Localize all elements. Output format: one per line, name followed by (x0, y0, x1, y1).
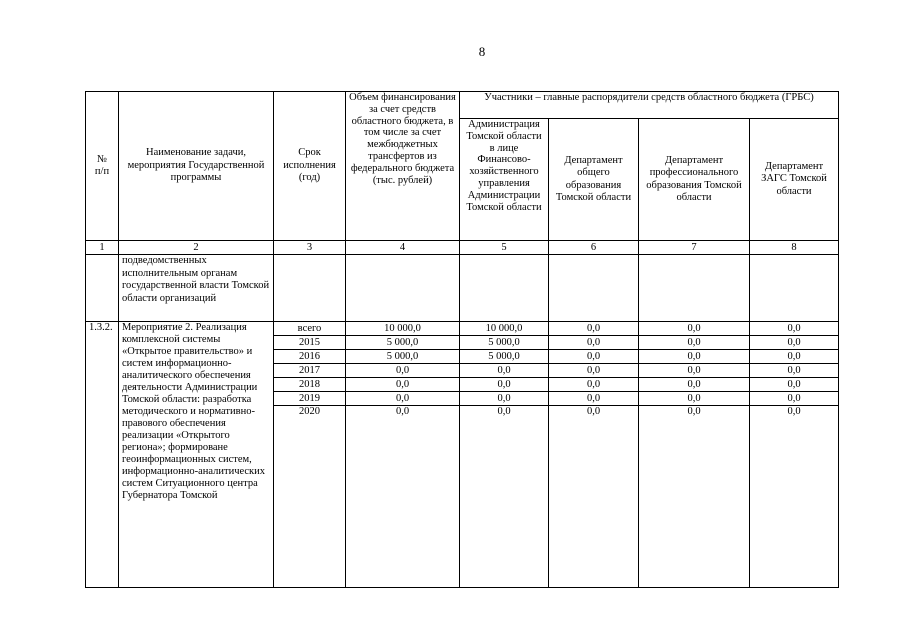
funding-cell: 5 000,0 (346, 350, 460, 364)
year-cell: всего (274, 322, 346, 336)
funding-cell: 0,0 (346, 364, 460, 378)
continuation-row (86, 255, 839, 322)
column-number: 5 (460, 241, 549, 255)
header-participant-zags: Департамент ЗАГС Томской области (750, 119, 839, 241)
header-name: Наименование задачи, мероприятия Государственной программы (119, 92, 274, 241)
year-cell: 2020 (274, 406, 346, 588)
page-number: 8 (478, 44, 486, 59)
p2-cell: 0,0 (549, 378, 639, 392)
p4-cell: 0,0 (750, 322, 839, 336)
funding-cell: 10 000,0 (346, 322, 460, 336)
p2-cell: 0,0 (549, 364, 639, 378)
funding-cell: 0,0 (346, 392, 460, 406)
p1-cell: 0,0 (460, 392, 549, 406)
funding-cell: 0,0 (346, 378, 460, 392)
p4-cell: 0,0 (750, 378, 839, 392)
column-number: 2 (119, 241, 274, 255)
p3-cell: 0,0 (639, 406, 750, 588)
p2-cell: 0,0 (549, 392, 639, 406)
year-cell: 2017 (274, 364, 346, 378)
p1-cell: 5 000,0 (460, 350, 549, 364)
p2-cell: 0,0 (549, 406, 639, 588)
column-number: 4 (346, 241, 460, 255)
header-funding: Объем финансирования за счет средств областного бюджета, в том числе за счет межбюджетных трансфертов из федерального бюджета (тыс. рублей) (346, 92, 460, 241)
header-participants: Участники – главные распорядители средств областного бюджета (ГРБС) (460, 92, 839, 119)
measure-name: Мероприятие 2. Реализация комплексной системы «Открытое правительство» и систем информационно-аналитического обеспечения деятельности Администрации Томской области: разработка методического и нормативно-правового обеспечения реализации «Открытого региона»; формироване геоинформационных систем, информационно-аналитических систем Ситуационного центра Губернатора Томской (119, 322, 274, 588)
column-number: 1 (86, 241, 119, 255)
p3-cell: 0,0 (639, 378, 750, 392)
year-cell: 2019 (274, 392, 346, 406)
p4-cell: 0,0 (750, 336, 839, 350)
p2-cell: 0,0 (549, 322, 639, 336)
table-row (86, 322, 839, 336)
column-number: 8 (750, 241, 839, 255)
p3-cell: 0,0 (639, 350, 750, 364)
p2-cell: 0,0 (549, 336, 639, 350)
p1-cell: 0,0 (460, 406, 549, 588)
funding-cell: 5 000,0 (346, 336, 460, 350)
column-number: 6 (549, 241, 639, 255)
p2-cell: 0,0 (549, 350, 639, 364)
funding-cell: 0,0 (346, 406, 460, 588)
measure-number: 1.3.2. (86, 322, 119, 588)
p1-cell: 0,0 (460, 378, 549, 392)
column-number: 7 (639, 241, 750, 255)
p1-cell: 0,0 (460, 364, 549, 378)
p4-cell: 0,0 (750, 364, 839, 378)
year-cell: 2016 (274, 350, 346, 364)
financing-table (85, 91, 839, 588)
year-cell: 2018 (274, 378, 346, 392)
p4-cell: 0,0 (750, 350, 839, 364)
p1-cell: 10 000,0 (460, 322, 549, 336)
p3-cell: 0,0 (639, 392, 750, 406)
header-participant-general-education: Департамент общего образования Томской области (549, 119, 639, 241)
header-term: Срок исполнения (год) (274, 92, 346, 241)
continuation-text: подведомственных исполнительным органам государственной власти Томской области организаций (119, 255, 274, 322)
column-number: 3 (274, 241, 346, 255)
p1-cell: 5 000,0 (460, 336, 549, 350)
p3-cell: 0,0 (639, 322, 750, 336)
header-number: № п/п (86, 92, 119, 241)
p3-cell: 0,0 (639, 364, 750, 378)
header-participant-professional-education: Департамент профессионального образования Томской области (639, 119, 750, 241)
p4-cell: 0,0 (750, 406, 839, 588)
column-numbers-row (86, 241, 839, 255)
p4-cell: 0,0 (750, 392, 839, 406)
year-cell: 2015 (274, 336, 346, 350)
header-participant-admin: Администрация Томской области в лице Финансово-хозяйственного управления Администрации Томской области (460, 119, 549, 241)
p3-cell: 0,0 (639, 336, 750, 350)
